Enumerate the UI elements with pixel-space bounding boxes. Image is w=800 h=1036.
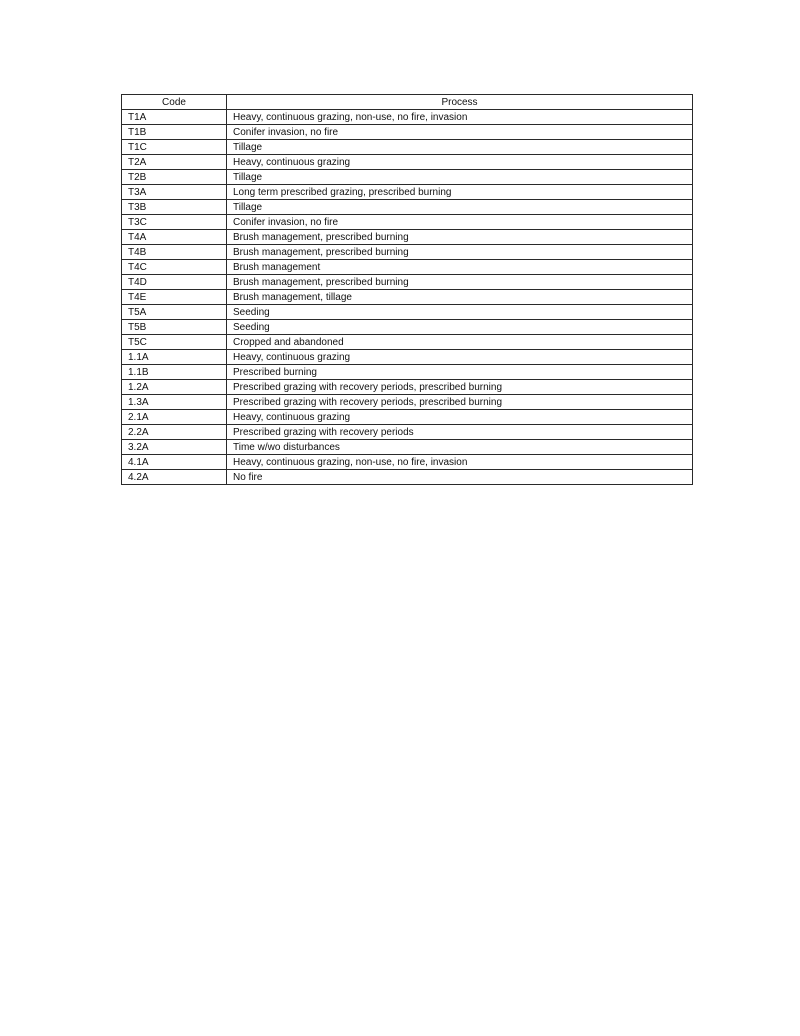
- table-row: [122, 155, 693, 170]
- cell-process: Time w/wo disturbances: [227, 440, 693, 455]
- cell-code: T3C: [122, 215, 227, 230]
- cell-process: Conifer invasion, no fire: [227, 215, 693, 230]
- cell-process: Prescribed grazing with recovery periods: [227, 425, 693, 440]
- cell-process: Heavy, continuous grazing: [227, 155, 693, 170]
- table-row: [122, 110, 693, 125]
- cell-process: Heavy, continuous grazing, non-use, no fire, invasion: [227, 110, 693, 125]
- cell-code: T1C: [122, 140, 227, 155]
- table-row: [122, 305, 693, 320]
- cell-process: Heavy, continuous grazing: [227, 350, 693, 365]
- cell-process: Brush management, prescribed burning: [227, 230, 693, 245]
- cell-code: T2A: [122, 155, 227, 170]
- column-header-process: Process: [227, 95, 693, 110]
- table-row: [122, 395, 693, 410]
- cell-code: T4E: [122, 290, 227, 305]
- cell-code: T5C: [122, 335, 227, 350]
- table-row: [122, 245, 693, 260]
- table-row: [122, 455, 693, 470]
- cell-code: T4C: [122, 260, 227, 275]
- table-row: [122, 170, 693, 185]
- cell-code: T1A: [122, 110, 227, 125]
- cell-code: T3A: [122, 185, 227, 200]
- cell-process: Brush management, prescribed burning: [227, 245, 693, 260]
- cell-process: Heavy, continuous grazing: [227, 410, 693, 425]
- cell-process: Tillage: [227, 140, 693, 155]
- cell-code: 4.1A: [122, 455, 227, 470]
- table-row: [122, 185, 693, 200]
- cell-process: Brush management, prescribed burning: [227, 275, 693, 290]
- cell-code: T2B: [122, 170, 227, 185]
- cell-code: T1B: [122, 125, 227, 140]
- table-row: [122, 410, 693, 425]
- cell-process: Prescribed burning: [227, 365, 693, 380]
- cell-process: Tillage: [227, 170, 693, 185]
- cell-code: 1.1A: [122, 350, 227, 365]
- table-row: [122, 365, 693, 380]
- cell-code: T5B: [122, 320, 227, 335]
- table-row: [122, 350, 693, 365]
- table-row: [122, 215, 693, 230]
- cell-code: 4.2A: [122, 470, 227, 485]
- table-header-row: [122, 95, 693, 110]
- table-row: [122, 335, 693, 350]
- cell-code: 2.2A: [122, 425, 227, 440]
- table-row: [122, 440, 693, 455]
- cell-process: Brush management, tillage: [227, 290, 693, 305]
- column-header-code: Code: [122, 95, 227, 110]
- cell-process: Prescribed grazing with recovery periods, prescribed burning: [227, 395, 693, 410]
- cell-code: T5A: [122, 305, 227, 320]
- cell-process: Conifer invasion, no fire: [227, 125, 693, 140]
- table-row: [122, 320, 693, 335]
- cell-process: Brush management: [227, 260, 693, 275]
- table-row: [122, 125, 693, 140]
- cell-process: Long term prescribed grazing, prescribed burning: [227, 185, 693, 200]
- cell-code: 3.2A: [122, 440, 227, 455]
- table-row: [122, 260, 693, 275]
- table-row: [122, 275, 693, 290]
- cell-process: No fire: [227, 470, 693, 485]
- cell-code: T4A: [122, 230, 227, 245]
- table-row: [122, 380, 693, 395]
- table-row: [122, 200, 693, 215]
- table-row: [122, 470, 693, 485]
- table-row: [122, 290, 693, 305]
- cell-process: Seeding: [227, 305, 693, 320]
- cell-process: Heavy, continuous grazing, non-use, no fire, invasion: [227, 455, 693, 470]
- table-row: [122, 230, 693, 245]
- cell-code: 1.3A: [122, 395, 227, 410]
- cell-process: Prescribed grazing with recovery periods, prescribed burning: [227, 380, 693, 395]
- table-row: [122, 140, 693, 155]
- process-table: [121, 94, 693, 485]
- cell-process: Cropped and abandoned: [227, 335, 693, 350]
- cell-process: Seeding: [227, 320, 693, 335]
- cell-code: 2.1A: [122, 410, 227, 425]
- cell-code: T4D: [122, 275, 227, 290]
- cell-code: 1.2A: [122, 380, 227, 395]
- table-body: [122, 110, 693, 485]
- cell-process: Tillage: [227, 200, 693, 215]
- cell-code: 1.1B: [122, 365, 227, 380]
- cell-code: T3B: [122, 200, 227, 215]
- table-row: [122, 425, 693, 440]
- cell-code: T4B: [122, 245, 227, 260]
